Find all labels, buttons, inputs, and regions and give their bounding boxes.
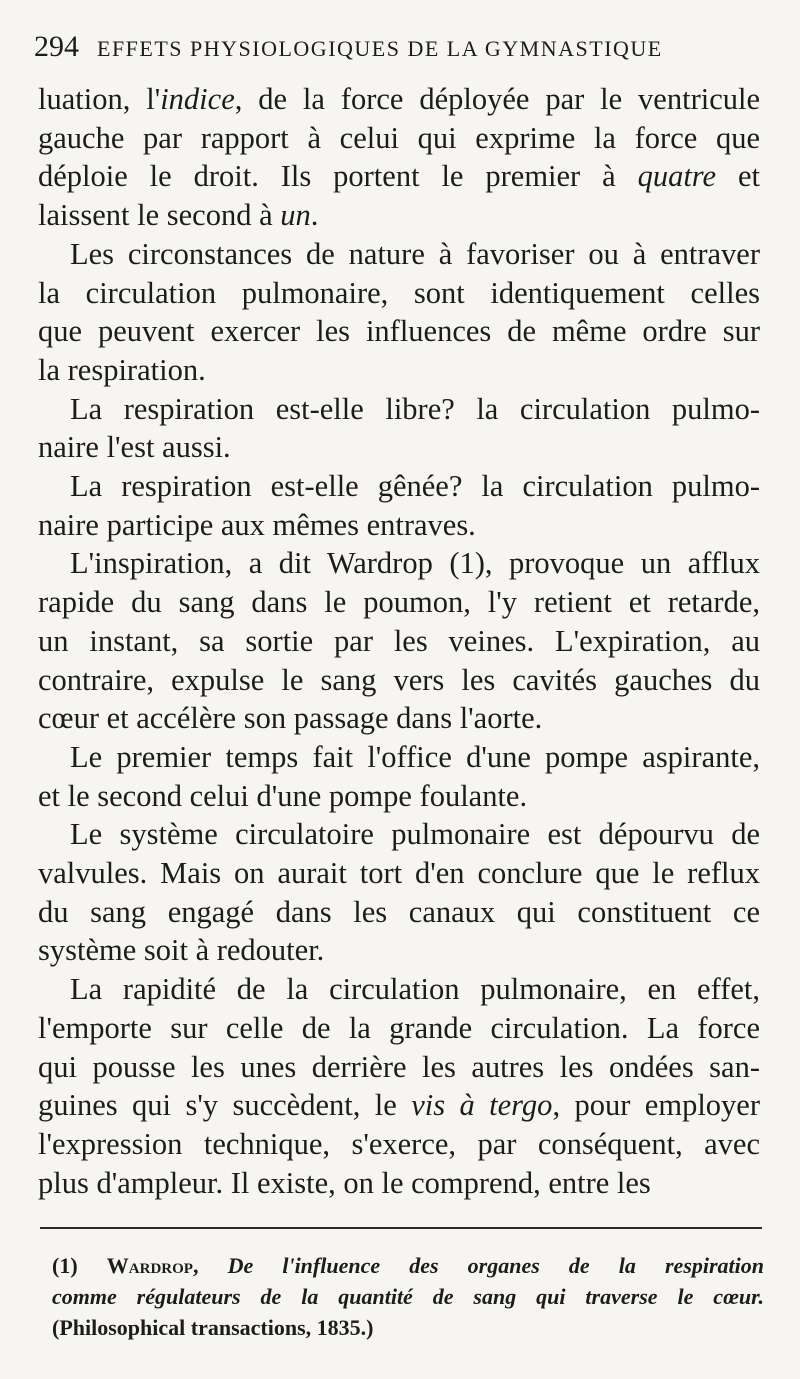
- text-run: naire participe aux mêmes entraves.: [38, 507, 476, 542]
- text-line: [38, 157, 760, 196]
- footnote-title-1: De l'influence des organes de la respiration: [227, 1253, 765, 1278]
- italic-run: indice: [160, 82, 235, 116]
- footnote-author: Wardrop,: [106, 1253, 199, 1278]
- text-run: , de la force déployée par le ventricule: [234, 82, 760, 116]
- text-line: [38, 312, 760, 351]
- text-line: [38, 544, 760, 583]
- text-run: La respiration est-elle gênée? la circulation pulmo-: [70, 469, 760, 504]
- text-line: [38, 931, 760, 970]
- text-run: L'inspiration, a dit Wardrop (1), provoque un afflux: [70, 546, 760, 581]
- text-line: [38, 815, 760, 854]
- text-run: guines qui s'y succèdent, le: [38, 1088, 412, 1123]
- text-line: [38, 1125, 760, 1164]
- text-line: [38, 390, 760, 429]
- paragraph: [38, 80, 760, 235]
- text-line: [38, 351, 760, 390]
- footnote-rule: [40, 1227, 762, 1229]
- text-run: Les circonstances de nature à favoriser ou à entraver: [70, 236, 760, 271]
- text-line: [38, 970, 760, 1009]
- text-line: [38, 699, 760, 738]
- text-run: La respiration est-elle libre? la circulation pulmo-: [70, 391, 760, 426]
- footnote-line-2: [52, 1281, 764, 1312]
- text-line: [38, 235, 760, 274]
- text-run: la respiration.: [38, 352, 206, 387]
- text-line: [38, 777, 760, 816]
- footnote-title-2: comme régulateurs de la quantité de sang qui traverse le cœur.: [52, 1284, 764, 1309]
- text-line: [38, 1164, 760, 1203]
- text-run: l'expression technique, s'exerce, par conséquent, avec: [38, 1126, 760, 1161]
- paragraph: [38, 467, 760, 544]
- text-line: [38, 196, 760, 235]
- italic-run: un: [280, 198, 311, 233]
- text-line: [38, 274, 760, 313]
- text-line: [38, 428, 760, 467]
- text-run: laissent le second à: [38, 198, 281, 233]
- text-run: système soit à redouter.: [38, 933, 325, 968]
- text-line: [38, 506, 760, 545]
- text-run: rapide du sang dans le poumon, l'y retient et retarde,: [38, 585, 760, 620]
- text-line: [38, 893, 760, 932]
- footnote-line-3: [52, 1312, 764, 1343]
- text-run: un instant, sa sortie par les veines. L'expiration, au: [38, 623, 760, 658]
- text-run: l'emporte sur celle de la grande circulation. La force: [38, 1010, 760, 1045]
- text-run: contraire, expulse le sang vers les cavités gauches du: [38, 662, 760, 697]
- text-run: cœur et accélère son passage dans l'aorte.: [38, 701, 543, 736]
- footnote-source: (Philosophical transactions, 1835.): [52, 1315, 374, 1340]
- text-run: , pour employer: [552, 1088, 760, 1123]
- text-run: naire l'est aussi.: [38, 430, 231, 465]
- page-number: 294: [34, 30, 79, 63]
- italic-run: vis à tergo: [411, 1088, 553, 1123]
- text-run: déploie le droit. Ils portent le premier à: [38, 159, 638, 194]
- paragraph: [38, 970, 760, 1202]
- italic-run: quatre: [637, 159, 717, 194]
- text-run: Le système circulatoire pulmonaire est dépourvu de: [70, 817, 760, 852]
- text-line: [38, 119, 760, 158]
- text-line: [38, 80, 760, 119]
- text-run: qui pousse les unes derrière les autres les ondées san-: [38, 1049, 760, 1084]
- text-run: .: [310, 198, 319, 233]
- text-run: luation, l': [38, 82, 161, 116]
- text-line: [38, 738, 760, 777]
- text-line: [38, 583, 760, 622]
- text-run: et le second celui d'une pompe foulante.: [38, 778, 528, 813]
- text-run: que peuvent exercer les influences de même ordre sur: [38, 314, 760, 349]
- text-line: [38, 1086, 760, 1125]
- text-run: et: [716, 159, 760, 194]
- text-run: du sang engagé dans les canaux qui constituent ce: [38, 894, 760, 929]
- text-run: plus d'ampleur. Il existe, on le comprend, entre les: [38, 1165, 651, 1200]
- text-run: valvules. Mais on aurait tort d'en conclure que le reflux: [38, 856, 760, 891]
- text-line: [38, 661, 760, 700]
- paragraph: [38, 390, 760, 467]
- paragraph: [38, 738, 760, 815]
- body-text: [38, 80, 760, 1202]
- text-line: [38, 854, 760, 893]
- text-run: Le premier temps fait l'office d'une pompe aspirante,: [70, 739, 760, 774]
- text-run: La rapidité de la circulation pulmonaire, en effet,: [70, 972, 760, 1007]
- text-line: [38, 467, 760, 506]
- text-run: gauche par rapport à celui qui exprime la force que: [38, 120, 760, 155]
- running-header: [34, 30, 764, 64]
- text-line: [38, 622, 760, 661]
- paragraph: [38, 815, 760, 970]
- footnote-marker: (1): [52, 1253, 78, 1278]
- footnote-line-1: [52, 1250, 764, 1281]
- text-line: [38, 1048, 760, 1087]
- footnote: [52, 1250, 764, 1343]
- running-title: EFFETS PHYSIOLOGIQUES DE LA GYMNASTIQUE: [97, 36, 663, 61]
- paragraph: [38, 544, 760, 738]
- text-line: [38, 1009, 760, 1048]
- paragraph: [38, 235, 760, 390]
- text-run: la circulation pulmonaire, sont identiquement celles: [38, 275, 760, 310]
